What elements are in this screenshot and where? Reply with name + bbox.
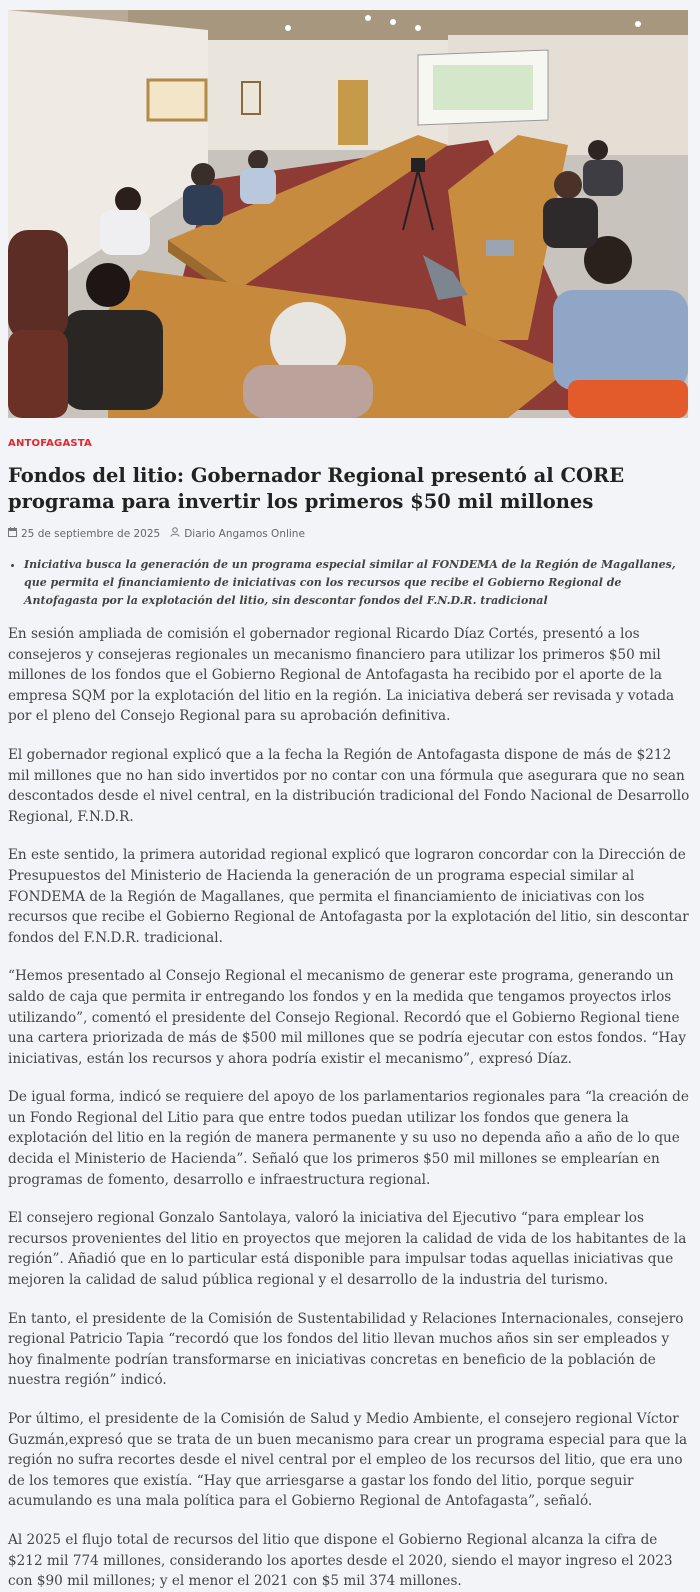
article-paragraph: El gobernador regional explicó que a la fecha la Región de Antofagasta dispone de más de $212 mil millones que no han sido invertidos por no contar con una fórmula que asegurara que no sean descontados desde el nivel central, en la distribución tradicional del Fondo Nacional de Desarrollo Regional, F.N.D.R. (8, 746, 690, 825)
article-meta (8, 527, 692, 540)
calendar-icon (8, 527, 17, 540)
user-icon (170, 527, 180, 540)
article-paragraph: En este sentido, la primera autoridad regional explicó que lograron concordar con la Dirección de Presupuestos del Ministerio de Hacienda la generación de un programa especial similar al FONDEMA de la Región de Magallanes, que permita el financiamiento de iniciativas con los recursos que recibe el Gobierno Regional de Antofagasta por la explotación del litio, sin descontar fondos del F.N.D.R. tradicional. (8, 847, 689, 946)
article-title: Fondos del litio: Gobernador Regional presentó al CORE programa para invertir los primeros $50 mil millones (8, 464, 625, 513)
article-paragraph: “Hemos presentado al Consejo Regional el mecanismo de generar este programa, generando un saldo de caja que permita ir entregando los fondos y en la medida que tengamos proyectos irlos utilizando”, comentó el presidente del Consejo Regional. Recordó que el Gobierno Regional tiene una cartera priorizada de más de $500 mil millones que se podría ejecutar con estos fondos. “Hay iniciativas, están los recursos y ahora podría existir el mecanismo”, expresó Díaz. (8, 968, 687, 1067)
article-paragraph: El consejero regional Gonzalo Santolaya, valoró la iniciativa del Ejecutivo “para emplear los recursos provenientes del litio en proyectos que mejoren la calidad de vida de los habitantes de la región”. Añadió que en lo particular está disponible para impulsar todas aquellas iniciativas que mejoren la calidad de salud pública regional y el desarrollo de la industria del turismo. (8, 1210, 687, 1289)
article-date-text: 25 de septiembre de 2025 (21, 527, 161, 540)
article-paragraph: Al 2025 el flujo total de recursos del litio que dispone el Gobierno Regional alcanza la cifra de $212 mil 774 millones, considerando los aportes desde el 2020, siendo el mayor ingreso el 2023 con $90 mil millones; y el menor el 2021 con $5 mil 374 millones. (8, 1531, 673, 1590)
article-paragraph: Por último, el presidente de la Comisión de Salud y Medio Ambiente, el consejero regional Víctor Guzmán,expresó que se trata de un buen mecanismo para crear un programa especial para que la región no sufra recortes desde el nivel central por el empleo de los recursos del litio, que era uno de los temores que existía. “Hay que arriesgarse a gastar los fondo del litio, porque seguir acumulando es una mala política para el Gobierno Regional de Antofagasta”, señaló. (8, 1411, 688, 1510)
article-author-text: Diario Angamos Online (184, 527, 305, 540)
article-date (8, 527, 160, 540)
article-hero-image[interactable] (8, 10, 688, 418)
article-paragraph: En sesión ampliada de comisión el gobernador regional Ricardo Díaz Cortés, presentó a los consejeros y consejeras regionales un mecanismo financiero para utilizar los primeros $50 mil millones de los fondos que el Gobierno Regional de Antofagasta ha recibido por el aporte de la empresa SQM por la explotación del litio en la región. La iniciativa deberá ser revisada y votada por el pleno del Consejo Regional para su aprobación definitiva. (8, 626, 675, 725)
article-body (8, 624, 692, 1592)
article-summary (8, 556, 692, 610)
article-author[interactable] (170, 527, 305, 540)
article-summary-item: • Iniciativa busca la generación de un programa especial similar al FONDEMA de la Región de Magallanes, que permita el financiamiento de iniciativas con los recursos que recibe el Gobierno Regional de Antofagasta por la explotación del litio, sin descontar fondos del F.N.D.R. tradicional (24, 556, 692, 610)
article-category[interactable]: ANTOFAGASTA (8, 438, 92, 449)
article-paragraph: De igual forma, indicó se requiere del apoyo de los parlamentarios regionales para “la creación de un Fondo Regional del Litio para que entre todos puedan utilizar los fondos que genera la explotación del litio en la región de manera permanente y su uso no dependa año a año de lo que decida el Ministerio de Hacienda”. Señaló que los primeros $50 mil millones se emplearían en programas de fomento, desarrollo e infraestructura regional. (8, 1089, 689, 1188)
article-paragraph: En tanto, el presidente de la Comisión de Sustentabilidad y Relaciones Internacionales, consejero regional Patricio Tapia “recordó que los fondos del litio llevan muchos años sin ser empleados y hoy finalmente podrían transformarse en iniciativas concretas en beneficio de la población de nuestra región” indicó. (8, 1310, 684, 1389)
